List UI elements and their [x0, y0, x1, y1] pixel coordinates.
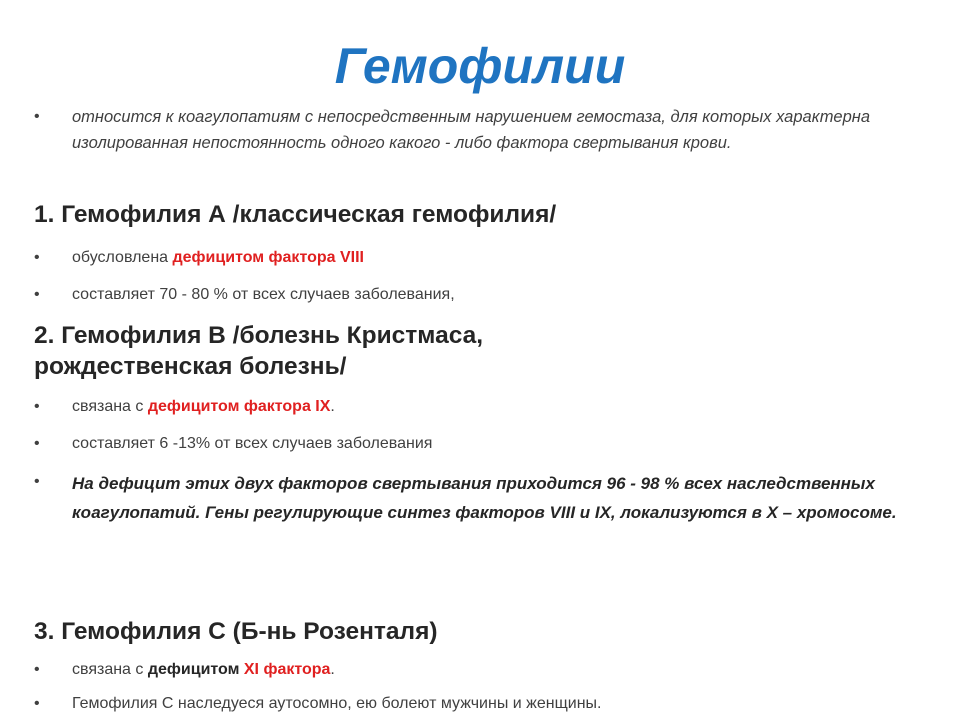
hemophilia-c-bullet-2 — [34, 691, 920, 717]
highlight-factor-ix: дефицитом фактора IX — [147, 398, 331, 415]
highlight-factor-xi: XI фактора — [243, 661, 331, 678]
intro-text: относится к коагулопатиям с непосредственным нарушением гемостаза, для которых характерна изолированная непостоянность одного какого - либо фактора свертывания крови. — [72, 108, 871, 152]
bullet-icon: • — [34, 249, 40, 266]
bullet-icon: • — [34, 398, 40, 415]
bullet-text — [72, 657, 920, 683]
hemophilia-b-bullet-1 — [34, 394, 920, 420]
bullet-text-prefix: связана с — [72, 398, 148, 415]
bullet-icon: • — [34, 473, 40, 490]
bullet-text-prefix: связана с — [72, 661, 148, 678]
bullet-text-bold: дефицитом — [147, 661, 244, 678]
slide-title: Гемофилии — [334, 38, 626, 94]
hemophilia-b-bullet-2 — [34, 431, 920, 457]
bullet-icon: • — [34, 695, 40, 712]
bullet-text — [72, 245, 920, 271]
bullet-text-suffix: . — [330, 398, 335, 415]
bullet-text: Гемофилия С наследуеся аутосомно, ею болеют мужчины и женщины. — [72, 695, 602, 712]
hemophilia-a-bullet-1 — [34, 245, 920, 271]
heading-hemophilia-c: 3. Гемофилия С (Б-нь Розенталя) — [34, 618, 438, 645]
bullet-text: На дефицит этих двух факторов свертывания приходится 96 - 98 % всех наследственных коагулопатий. Гены регулирующие синтез факторов VIII и IX, локализуются в Х – хромосоме. — [72, 474, 897, 522]
bullet-icon: • — [34, 661, 40, 678]
bullet-text-suffix: . — [330, 661, 335, 678]
bullet-icon: • — [34, 286, 40, 303]
highlight-factor-viii: дефицитом фактора VIII — [172, 249, 364, 266]
heading-hemophilia-b-line2: рождественская болезнь/ — [34, 353, 347, 380]
bullet-icon: • — [34, 435, 40, 452]
bullet-text: составляет 6 -13% от всех случаев заболевания — [72, 435, 433, 452]
hemophilia-a-bullet-2 — [34, 282, 920, 308]
intro-bullet — [34, 104, 920, 182]
bullet-text: составляет 70 - 80 % от всех случаев заболевания, — [72, 286, 455, 303]
bullet-text — [72, 394, 920, 420]
hemophilia-c-bullet-1 — [34, 657, 920, 683]
bullet-text-prefix: обусловлена — [72, 249, 173, 266]
heading-hemophilia-a: 1. Гемофилия А /классическая гемофилия/ — [34, 201, 557, 228]
heading-hemophilia-b-line1: 2. Гемофилия В /болезнь Кристмаса, — [34, 322, 484, 349]
hemophilia-b-bullet-3 — [34, 469, 920, 559]
bullet-icon: • — [34, 108, 40, 125]
